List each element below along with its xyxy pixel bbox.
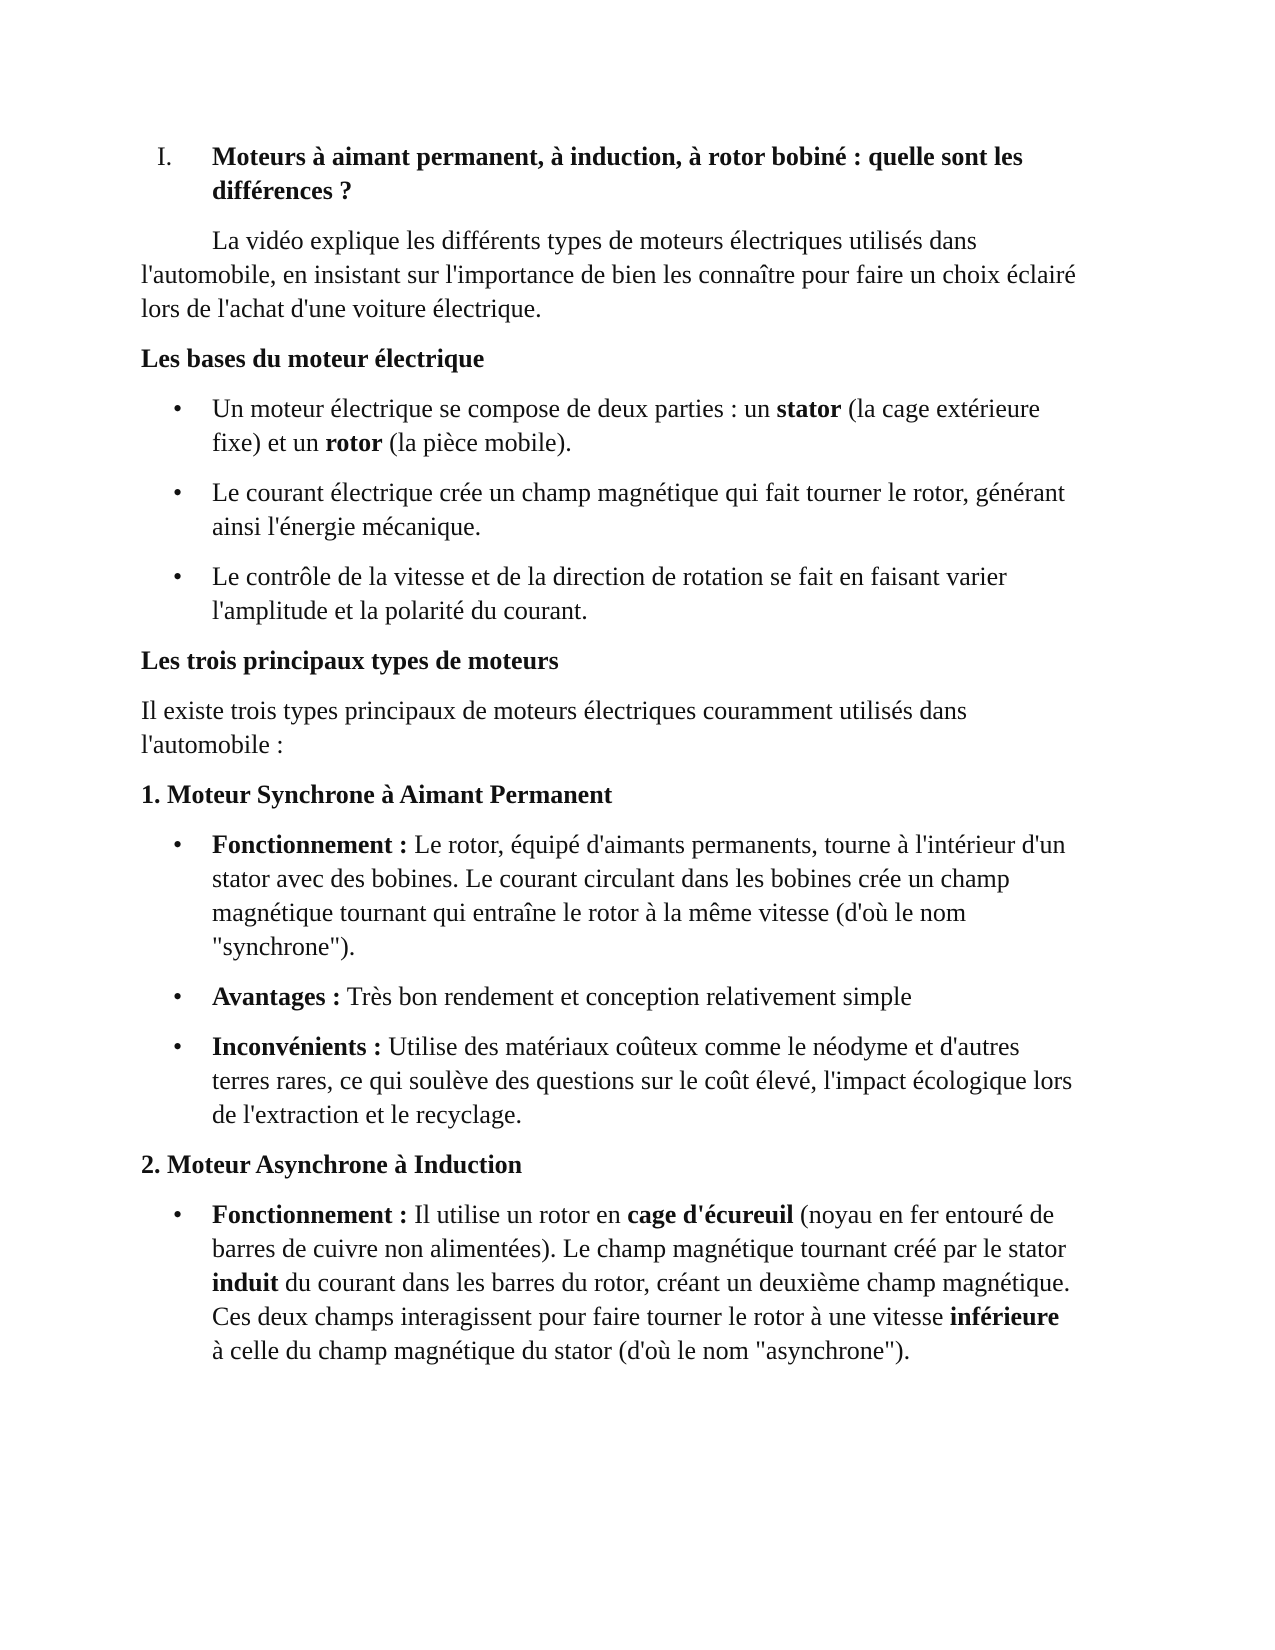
list-item [141, 476, 1076, 544]
bullet-icon: • [173, 830, 183, 859]
text-run: La vidéo explique les différents types de moteurs électriques utilisés dans l'automobile, en insistant sur l'importance de bien les connaître pour faire un choix éclairé lors de l'achat d'une voiture électrique. [141, 226, 1076, 323]
bold-text-run: Fonctionnement : [212, 1200, 408, 1229]
bold-text-run: rotor [325, 428, 383, 457]
subheading: Les bases du moteur électrique [141, 344, 485, 373]
text-run: Le contrôle de la vitesse et de la direction de rotation se fait en faisant varier l'amplitude et la polarité du courant. [212, 562, 1007, 625]
section-number: I. [157, 142, 173, 171]
text-run: Il utilise un rotor en [407, 1200, 628, 1229]
text-run: du courant dans les barres du rotor, créant un deuxième champ magnétique. Ces deux champs interagissent pour faire tourner le rotor à une vitesse [212, 1268, 1071, 1331]
subheading: 2. Moteur Asynchrone à Induction [141, 1150, 523, 1179]
section-title [141, 140, 1076, 208]
paragraph [141, 224, 1076, 326]
bullet-icon: • [173, 982, 183, 1011]
list-item [141, 1198, 1076, 1368]
bullet-icon: • [173, 394, 183, 423]
text-run: Le courant électrique crée un champ magnétique qui fait tourner le rotor, générant ainsi l'énergie mécanique. [212, 478, 1065, 541]
bold-text-run: Fonctionnement : [212, 830, 408, 859]
bullet-list [141, 1198, 1076, 1368]
bullet-icon: • [173, 478, 183, 507]
text-run: (la cage extérieure fixe) et un [212, 394, 1041, 457]
subheading: Les trois principaux types de moteurs [141, 646, 559, 675]
text-run: Un moteur électrique se compose de deux parties : un [212, 394, 777, 423]
list-item [141, 828, 1076, 964]
bold-text-run: Inconvénients : [212, 1032, 382, 1061]
bullet-list [141, 392, 1076, 628]
list-item [141, 980, 1076, 1014]
text-run: Le rotor, équipé d'aimants permanents, tourne à l'intérieur d'un stator avec des bobines. Le courant circulant dans les bobines crée un champ magnétique tournant qui entraîne le rotor à la même vitesse (d'où le nom "synchrone"). [212, 830, 1066, 961]
section-title-text: Moteurs à aimant permanent, à induction, à rotor bobiné : quelle sont les différences ? [212, 142, 1023, 205]
text-run: à celle du champ magnétique du stator (d'où le nom "asynchrone"). [212, 1336, 911, 1365]
bullet-list [141, 828, 1076, 1132]
bullet-icon: • [173, 562, 183, 591]
list-item [141, 392, 1076, 460]
bullet-icon: • [173, 1200, 183, 1229]
bold-text-run: induit [212, 1268, 279, 1297]
bold-text-run: Avantages : [212, 982, 341, 1011]
bold-text-run: cage d'écureuil [627, 1200, 794, 1229]
list-item [141, 1030, 1076, 1132]
text-run: (noyau en fer entouré de barres de cuivre non alimentées). Le champ magnétique tournant créé par le stator [212, 1200, 1067, 1263]
bold-text-run: stator [776, 394, 842, 423]
text-run: Utilise des matériaux coûteux comme le néodyme et d'autres terres rares, ce qui soulève des questions sur le coût élevé, l'impact écologique lors de l'extraction et le recyclage. [212, 1032, 1073, 1129]
bold-text-run: inférieure [949, 1302, 1060, 1331]
paragraph [141, 694, 1076, 762]
list-item [141, 560, 1076, 628]
text-run: Il existe trois types principaux de moteurs électriques couramment utilisés dans l'automobile : [141, 696, 968, 759]
bullet-icon: • [173, 1032, 183, 1061]
text-run: Très bon rendement et conception relativement simple [340, 982, 912, 1011]
subheading: 1. Moteur Synchrone à Aimant Permanent [141, 780, 613, 809]
text-run: (la pièce mobile). [382, 428, 572, 457]
